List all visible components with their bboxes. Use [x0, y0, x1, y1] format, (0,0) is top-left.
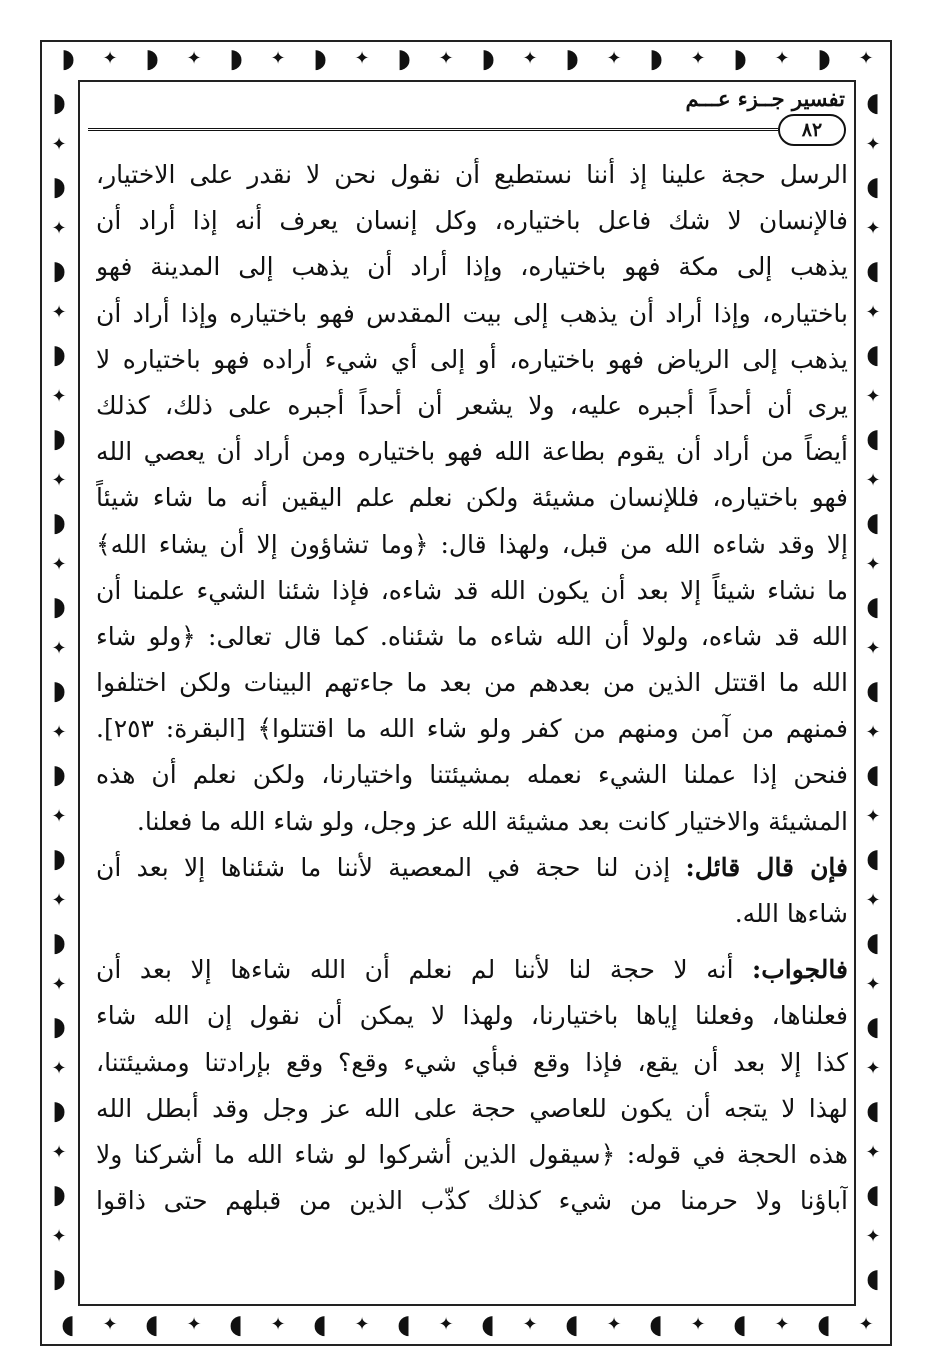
running-title: تفسير جــزء عـــم — [685, 86, 845, 111]
line-text: يذهب إلى الرياض فهو باختياره، أو إلى أي شيء أراده فهو باختياره لا — [96, 344, 848, 374]
text-line — [96, 799, 848, 845]
line-text: أيضاً من أراد أن يقوم بطاعة الله فهو باختياره ومن أراد أن يعصي الله — [96, 437, 848, 467]
crescent-ornament-icon: ◗ — [565, 44, 579, 74]
line-text: شاءها الله. — [734, 899, 848, 928]
crescent-ornament-icon: ◖ — [866, 256, 880, 286]
crescent-ornament-icon: ◖ — [866, 424, 880, 454]
crescent-ornament-icon: ◖ — [481, 1310, 495, 1340]
line-text: الرسل حجة علينا إذ أننا نستطيع أن نقول نحن لا نقدر على الاختيار، — [96, 160, 848, 189]
star-ornament-icon: ✦ — [354, 1314, 370, 1335]
star-ornament-icon: ✦ — [102, 48, 118, 69]
star-ornament-icon: ✦ — [606, 48, 622, 69]
star-ornament-icon: ✦ — [865, 1058, 881, 1079]
line-text: فمنهم من آمن ومنهم من كفر ولو شاء الله ما اقتتلوا﴾ [البقرة: ٢٥٣]. — [96, 714, 848, 744]
star-ornament-icon: ✦ — [522, 48, 538, 69]
star-ornament-icon: ✦ — [270, 1314, 286, 1335]
text-line — [96, 614, 848, 660]
text-line — [96, 1132, 848, 1178]
star-ornament-icon: ✦ — [865, 638, 881, 659]
crescent-ornament-icon: ◗ — [52, 760, 66, 790]
star-ornament-icon: ✦ — [865, 1142, 881, 1163]
star-ornament-icon: ✦ — [865, 806, 881, 827]
star-ornament-icon: ✦ — [865, 722, 881, 743]
text-line — [96, 993, 848, 1039]
line-text: لهذا لا يتجه أن يكون للعاصي حجة على الله عز وجل وقد أبطل الله — [96, 1093, 848, 1123]
crescent-ornament-icon: ◖ — [866, 1180, 880, 1210]
text-line — [96, 475, 848, 521]
line-text: آباؤنا ولا حرمنا من شيء كذلك كذّب الذين من قبلهم حتى ذاقوا — [96, 1186, 848, 1216]
crescent-ornament-icon: ◖ — [866, 1096, 880, 1126]
crescent-ornament-icon: ◗ — [229, 44, 243, 74]
crescent-ornament-icon: ◗ — [52, 88, 66, 118]
crescent-ornament-icon: ◖ — [866, 88, 880, 118]
header-rule — [88, 128, 778, 131]
crescent-ornament-icon: ◗ — [313, 44, 327, 74]
line-text: يرى أن أحداً أجبره عليه، ولا يشعر أن أحداً أجبره على ذلك، كذلك — [96, 390, 848, 420]
line-text: يذهب إلى مكة فهو باختياره، وإذا أراد أن يذهب إلى المدينة فهو — [96, 252, 848, 282]
line-text: باختياره، وإذا أراد أن يذهب إلى بيت المقدس فهو باختياره وإذا أراد أن — [96, 298, 848, 328]
crescent-ornament-icon: ◗ — [52, 424, 66, 454]
star-ornament-icon: ✦ — [51, 806, 67, 827]
crescent-ornament-icon: ◗ — [52, 1180, 66, 1210]
star-ornament-icon: ✦ — [51, 470, 67, 491]
text-line — [96, 568, 848, 614]
crescent-ornament-icon: ◖ — [866, 592, 880, 622]
star-ornament-icon: ✦ — [51, 1142, 67, 1163]
text-line — [96, 1178, 848, 1224]
star-ornament-icon: ✦ — [270, 48, 286, 69]
star-ornament-icon: ✦ — [51, 1226, 67, 1247]
line-text: إلا وقد شاءه الله من قبل، ولهذا قال: ﴿وما تشاؤون إلا أن يشاء الله﴾ — [96, 529, 848, 559]
crescent-ornament-icon: ◗ — [52, 172, 66, 202]
crescent-ornament-icon: ◖ — [866, 844, 880, 874]
crescent-ornament-icon: ◗ — [52, 592, 66, 622]
text-line — [96, 152, 848, 198]
crescent-ornament-icon: ◖ — [866, 340, 880, 370]
text-line — [96, 706, 848, 752]
star-ornament-icon: ✦ — [354, 48, 370, 69]
star-ornament-icon: ✦ — [865, 386, 881, 407]
crescent-ornament-icon: ◗ — [52, 256, 66, 286]
text-line — [96, 752, 848, 798]
star-ornament-icon: ✦ — [51, 134, 67, 155]
crescent-ornament-icon: ◗ — [52, 340, 66, 370]
star-ornament-icon: ✦ — [865, 218, 881, 239]
crescent-ornament-icon: ◖ — [817, 1310, 831, 1340]
line-text: إذن لنا حجة في المعصية لأننا ما شئناها إلا بعد أن — [96, 852, 686, 882]
line-text: فالإنسان لا شك فاعل باختياره، وكل إنسان يعرف أنه إذا أراد أن — [96, 206, 848, 236]
crescent-ornament-icon: ◖ — [649, 1310, 663, 1340]
crescent-ornament-icon: ◖ — [565, 1310, 579, 1340]
crescent-ornament-icon: ◗ — [52, 844, 66, 874]
crescent-ornament-icon: ◖ — [145, 1310, 159, 1340]
text-line — [96, 244, 848, 290]
crescent-ornament-icon: ◗ — [52, 1264, 66, 1294]
star-ornament-icon: ✦ — [102, 1314, 118, 1335]
line-text: فعلناها، وفعلنا إياها باختيارنا، ولهذا لا يمكن أن نقول إن الله شاء — [96, 1001, 848, 1031]
line-text: أنه لا حجة لنا لأننا لم نعلم أن الله شاءها إلا بعد أن — [96, 955, 753, 985]
crescent-ornament-icon: ◗ — [649, 44, 663, 74]
crescent-ornament-icon: ◗ — [52, 676, 66, 706]
line-text: ما نشاء شيئاً إلا بعد أن يكون الله قد شاءه، فإذا شئنا الشيء علمنا أن — [96, 575, 848, 605]
text-line — [96, 429, 848, 475]
text-line — [96, 1086, 848, 1132]
star-ornament-icon: ✦ — [865, 890, 881, 911]
crescent-ornament-icon: ◖ — [866, 508, 880, 538]
paragraph-lead: فإن قال قائل: — [685, 852, 848, 882]
star-ornament-icon: ✦ — [51, 1058, 67, 1079]
crescent-ornament-icon: ◖ — [866, 928, 880, 958]
line-text: كذا إلا بعد أن يقع، فإذا وقع فبأي شيء وقع؟ وقع بإرادتنا ومشيئتنا، — [96, 1047, 848, 1077]
crescent-ornament-icon: ◖ — [866, 1012, 880, 1042]
text-line — [96, 198, 848, 244]
star-ornament-icon: ✦ — [865, 470, 881, 491]
text-line — [96, 291, 848, 337]
line-text: فنحن إذا عملنا الشيء نعمله بمشيئتنا واختيارنا، ولكن نعلم أن هذه — [96, 760, 848, 790]
star-ornament-icon: ✦ — [522, 1314, 538, 1335]
text-line — [96, 522, 848, 568]
crescent-ornament-icon: ◖ — [229, 1310, 243, 1340]
star-ornament-icon: ✦ — [774, 48, 790, 69]
crescent-ornament-icon: ◗ — [397, 44, 411, 74]
star-ornament-icon: ✦ — [51, 974, 67, 995]
text-line — [96, 1040, 848, 1086]
crescent-ornament-icon: ◗ — [52, 1096, 66, 1126]
crescent-ornament-icon: ◖ — [866, 172, 880, 202]
text-line — [96, 845, 848, 891]
text-line — [96, 660, 848, 706]
body-text — [96, 152, 848, 1224]
text-line — [96, 383, 848, 429]
star-ornament-icon: ✦ — [51, 722, 67, 743]
star-ornament-icon: ✦ — [51, 302, 67, 323]
star-ornament-icon: ✦ — [186, 1314, 202, 1335]
line-text: هذه الحجة في قوله: ﴿سيقول الذين أشركوا لو شاء الله ما أشركنا ولا — [96, 1139, 848, 1169]
crescent-ornament-icon: ◗ — [61, 44, 75, 74]
paragraph-lead: فالجواب: — [752, 955, 848, 985]
line-text: الله ما اقتتل الذين من بعدهم من بعد ما جاءتهم البينات ولكن اختلفوا — [96, 668, 848, 698]
star-ornament-icon: ✦ — [438, 48, 454, 69]
star-ornament-icon: ✦ — [690, 48, 706, 69]
page-number-badge: ٨٢ — [778, 114, 846, 146]
star-ornament-icon: ✦ — [858, 1314, 874, 1335]
crescent-ornament-icon: ◗ — [481, 44, 495, 74]
crescent-ornament-icon: ◗ — [817, 44, 831, 74]
star-ornament-icon: ✦ — [51, 386, 67, 407]
star-ornament-icon: ✦ — [51, 890, 67, 911]
crescent-ornament-icon: ◗ — [145, 44, 159, 74]
star-ornament-icon: ✦ — [774, 1314, 790, 1335]
star-ornament-icon: ✦ — [51, 638, 67, 659]
star-ornament-icon: ✦ — [51, 218, 67, 239]
crescent-ornament-icon: ◖ — [397, 1310, 411, 1340]
line-text: فهو باختياره، فللإنسان مشيئة ولكن نعلم علم اليقين أنه ما شاء شيئاً — [96, 483, 848, 513]
star-ornament-icon: ✦ — [865, 134, 881, 155]
star-ornament-icon: ✦ — [865, 302, 881, 323]
crescent-ornament-icon: ◖ — [313, 1310, 327, 1340]
star-ornament-icon: ✦ — [865, 554, 881, 575]
star-ornament-icon: ✦ — [690, 1314, 706, 1335]
text-line — [96, 891, 848, 937]
crescent-ornament-icon: ◗ — [52, 928, 66, 958]
crescent-ornament-icon: ◗ — [733, 44, 747, 74]
crescent-ornament-icon: ◖ — [866, 760, 880, 790]
star-ornament-icon: ✦ — [865, 974, 881, 995]
line-text: الله قد شاءه، ولولا أن الله شاءه ما شئناه. كما قال تعالى: ﴿ولو شاء — [96, 621, 848, 651]
crescent-ornament-icon: ◖ — [61, 1310, 75, 1340]
star-ornament-icon: ✦ — [858, 48, 874, 69]
text-line — [96, 337, 848, 383]
star-ornament-icon: ✦ — [186, 48, 202, 69]
crescent-ornament-icon: ◖ — [866, 1264, 880, 1294]
crescent-ornament-icon: ◗ — [52, 1012, 66, 1042]
star-ornament-icon: ✦ — [865, 1226, 881, 1247]
crescent-ornament-icon: ◖ — [866, 676, 880, 706]
star-ornament-icon: ✦ — [438, 1314, 454, 1335]
star-ornament-icon: ✦ — [606, 1314, 622, 1335]
text-line — [96, 947, 848, 993]
crescent-ornament-icon: ◖ — [733, 1310, 747, 1340]
crescent-ornament-icon: ◗ — [52, 508, 66, 538]
line-text: المشيئة والاختيار كانت بعد مشيئة الله عز وجل، ولو شاء الله ما فعلنا. — [136, 806, 848, 836]
star-ornament-icon: ✦ — [51, 554, 67, 575]
